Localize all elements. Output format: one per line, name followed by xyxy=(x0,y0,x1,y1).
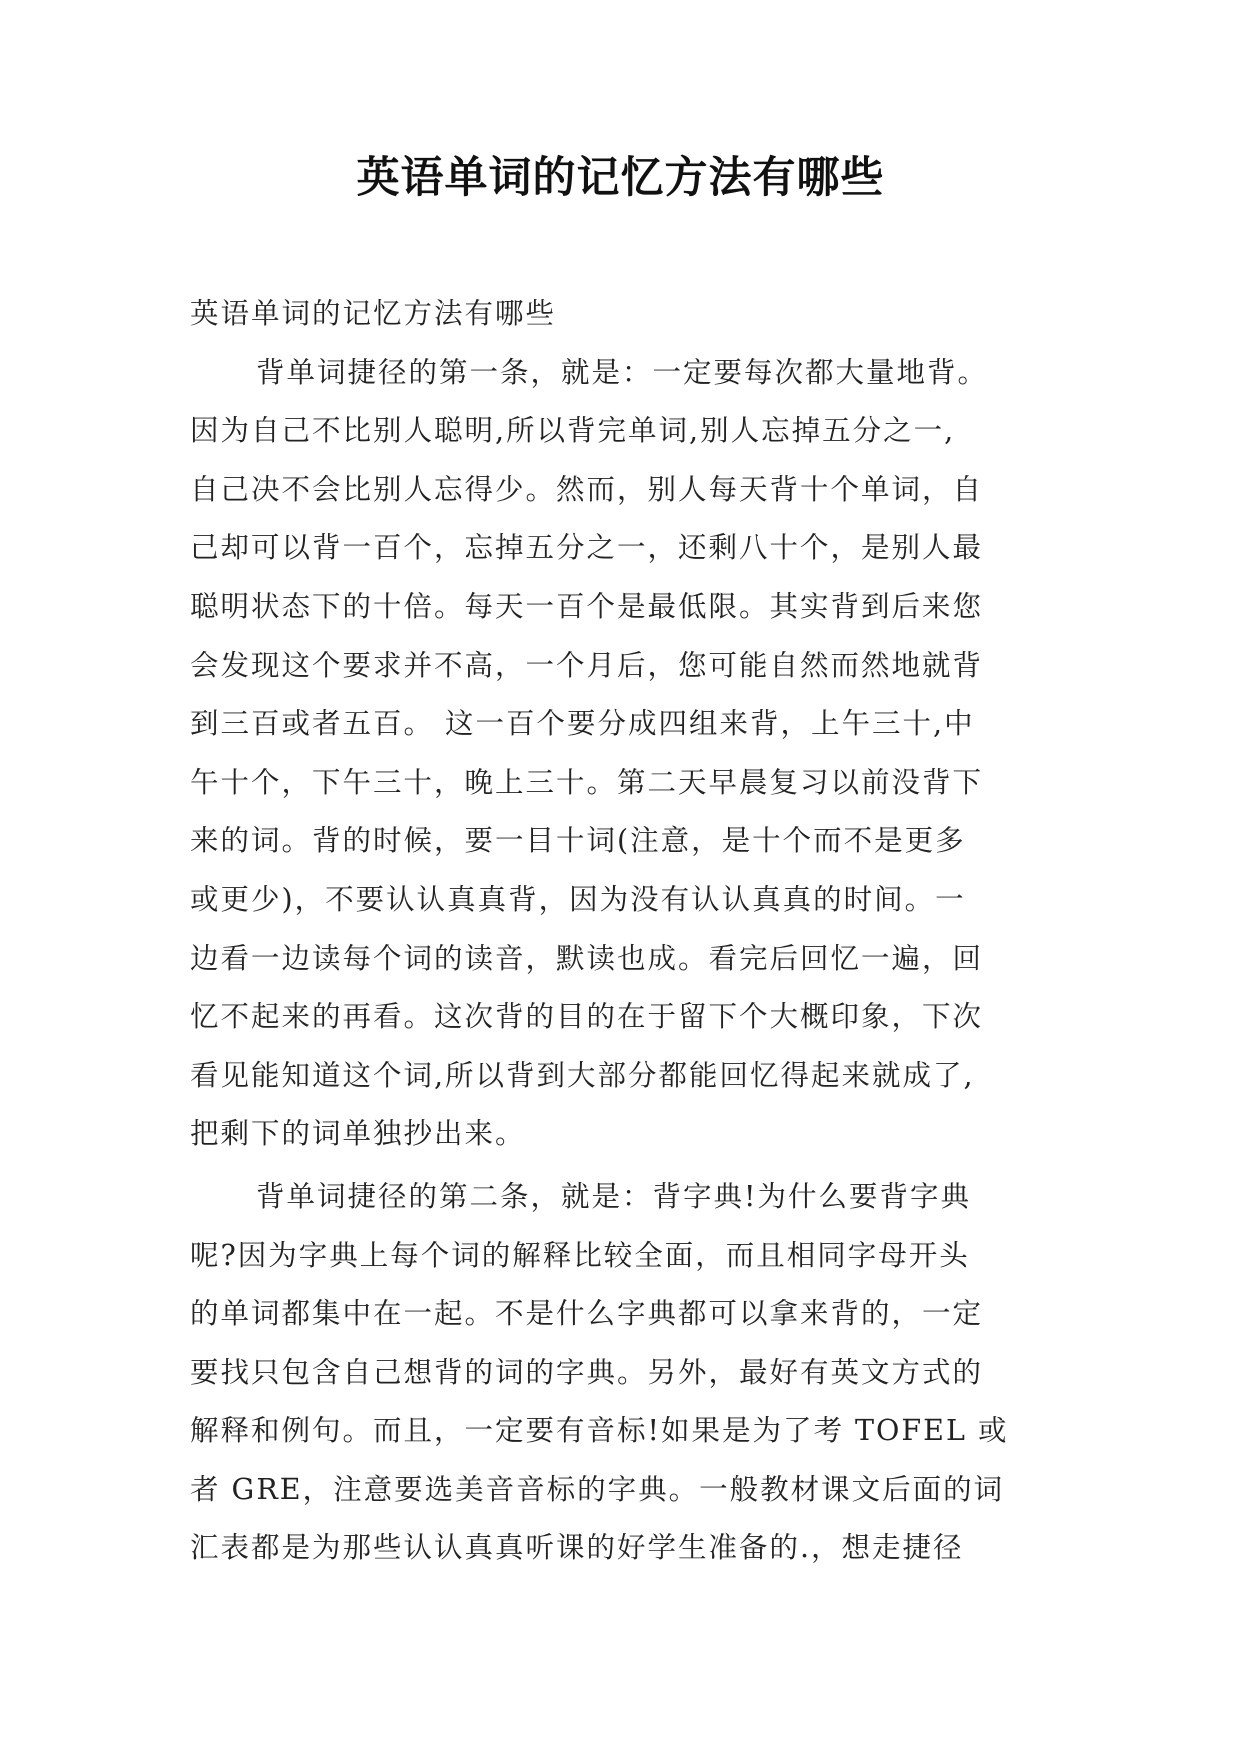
paragraph-line: 因为自己不比别人聪明,所以背完单词,别人忘掉五分之一, xyxy=(190,414,956,448)
paragraph-line: 背单词捷径的第一条，就是：一定要每次都大量地背。 xyxy=(256,355,989,389)
document-body xyxy=(190,285,1060,1578)
document-title: 英语单词的记忆方法有哪些 xyxy=(356,153,885,203)
paragraph-line: 自己决不会比别人忘得少。然而，别人每天背十个单词，自 xyxy=(190,472,984,506)
paragraph-line: 汇表都是为那些认认真真听课的好学生准备的.，想走捷径 xyxy=(190,1531,964,1565)
paragraph-2 xyxy=(190,1168,1060,1578)
paragraph-line: 午十个，下午三十，晚上三十。第二天早晨复习以前没背下 xyxy=(190,765,984,799)
paragraph-line: 边看一边读每个词的读音，默读也成。看完后回忆一遍，回 xyxy=(190,941,984,975)
paragraph-line: 忆不起来的再看。这次背的目的在于留下个大概印象，下次 xyxy=(190,1000,984,1034)
paragraph-line: 或更少)，不要认认真真背，因为没有认认真真的时间。一 xyxy=(190,882,966,916)
paragraph-line: 呢?因为字典上每个词的解释比较全面，而且相同字母开头 xyxy=(190,1238,970,1272)
paragraph-line: 来的词。背的时候，要一目十词(注意，是十个而不是更多 xyxy=(190,824,966,858)
paragraph-line: 会发现这个要求并不高，一个月后，您可能自然而然地就背 xyxy=(190,648,984,682)
paragraph-line: 看见能知道这个词,所以背到大部分都能回忆得起来就成了, xyxy=(190,1058,975,1092)
paragraph-1 xyxy=(190,344,1060,1164)
paragraph-line: 背单词捷径的第二条，就是：背字典!为什么要背字典 xyxy=(256,1179,971,1213)
paragraph-line: 到三百或者五百。 这一百个要分成四组来背，上午三十,中 xyxy=(190,707,975,741)
paragraph-line: 的单词都集中在一起。不是什么字典都可以拿来背的，一定 xyxy=(190,1297,984,1331)
paragraph-line: 聪明状态下的十倍。每天一百个是最低限。其实背到后来您 xyxy=(190,589,984,623)
paragraph-line: 者 GRE，注意要选美音音标的字典。一般教材课文后面的词 xyxy=(190,1472,1005,1506)
paragraph-line: 解释和例句。而且，一定要有音标!如果是为了考 TOFEL 或 xyxy=(190,1414,1009,1448)
paragraph-line: 把剩下的词单独抄出来。 xyxy=(190,1117,526,1151)
paragraph-line: 要找只包含自己想背的词的字典。另外，最好有英文方式的 xyxy=(190,1355,984,1389)
paragraph-line: 己却可以背一百个，忘掉五分之一，还剩八十个，是别人最 xyxy=(190,531,984,565)
section-heading: 英语单词的记忆方法有哪些 xyxy=(190,297,557,330)
